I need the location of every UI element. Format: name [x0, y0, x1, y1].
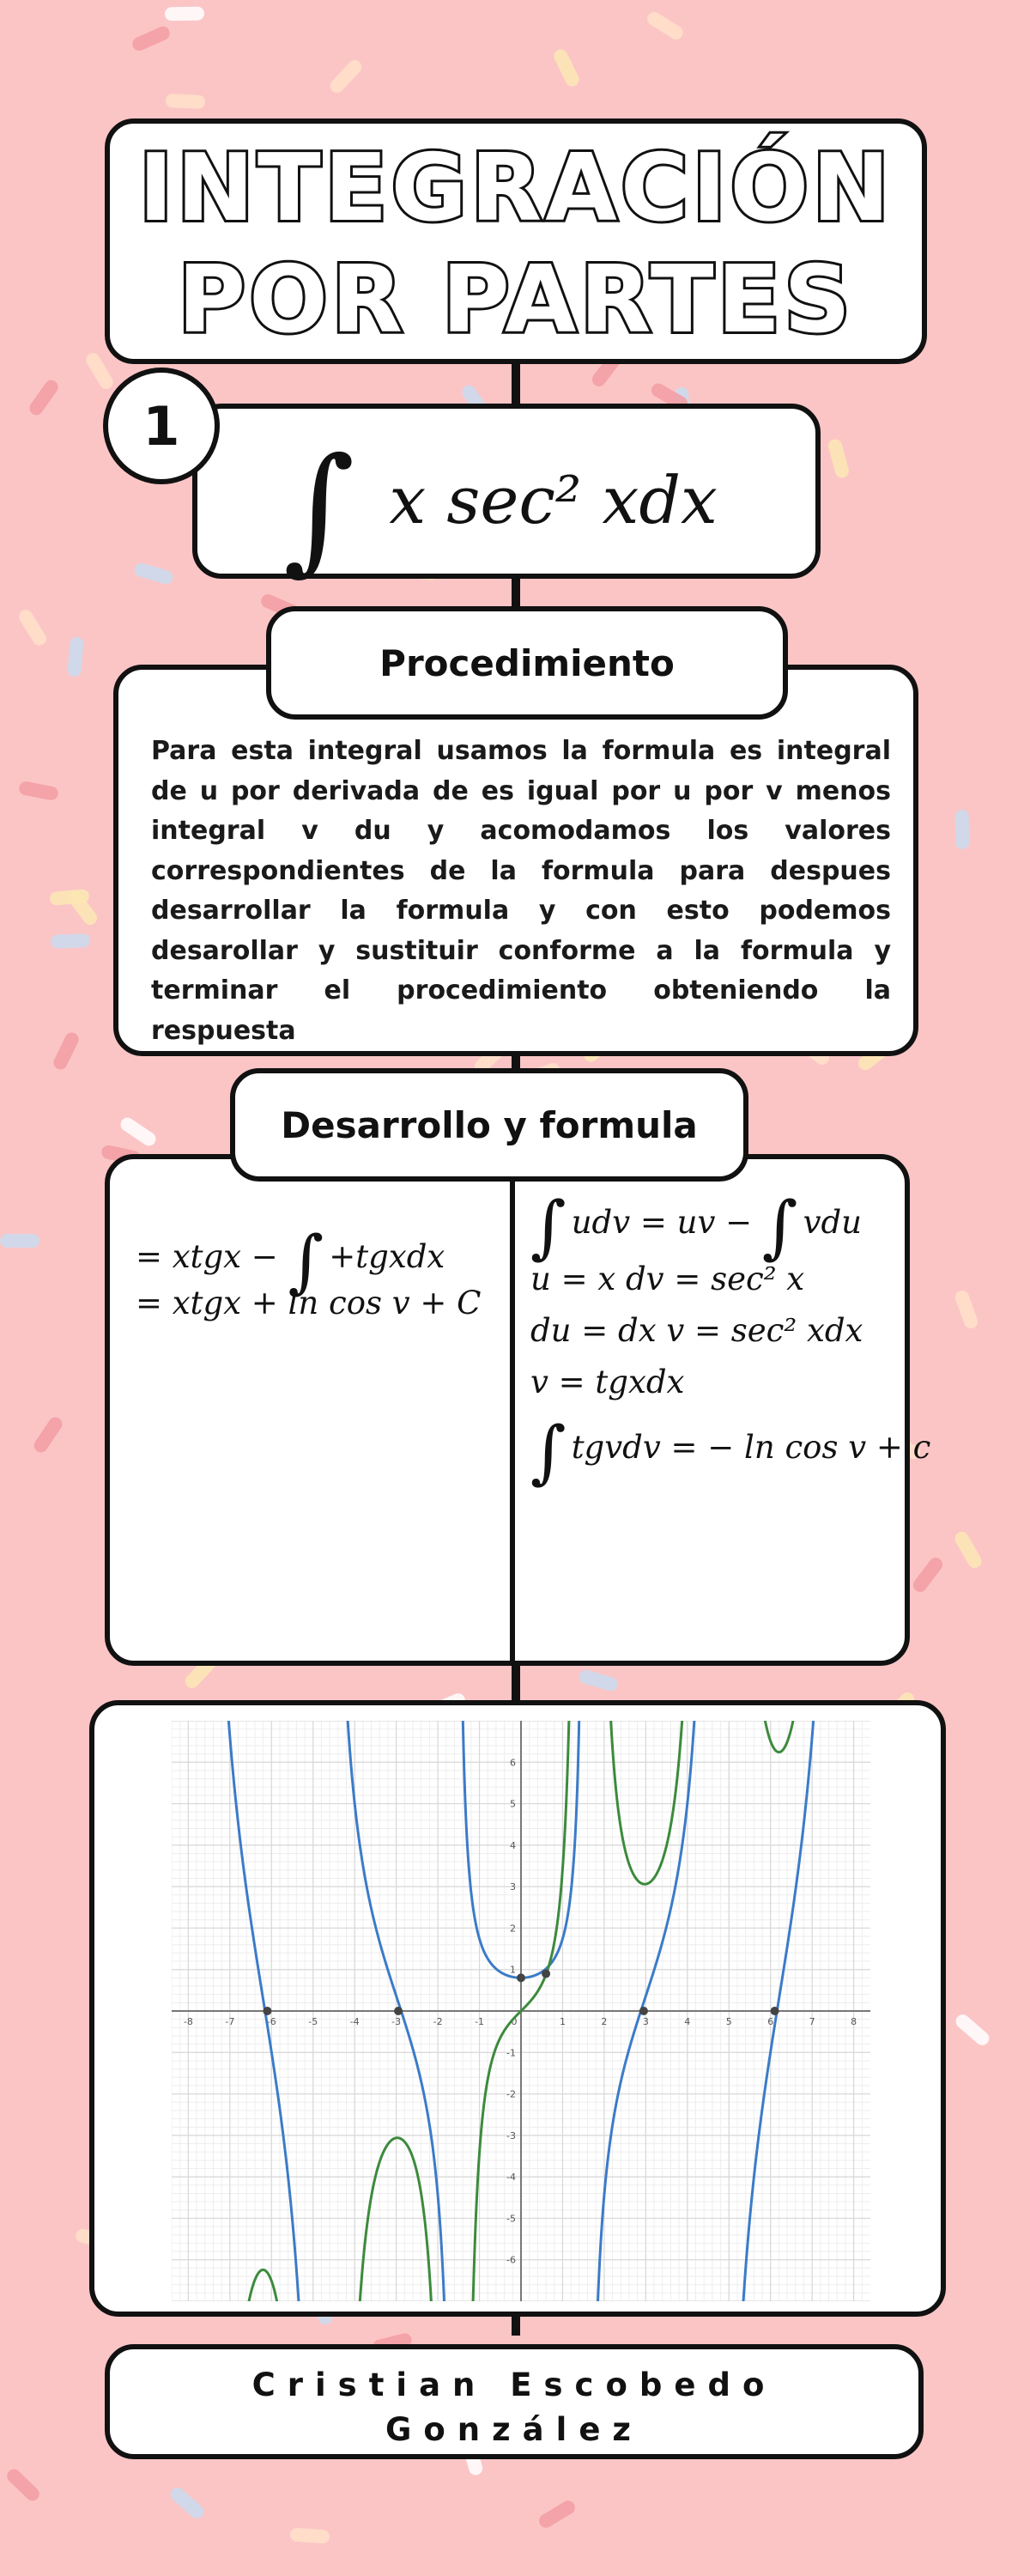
left-equation-1-part-a: = xtgx −	[136, 1238, 288, 1275]
development-box	[105, 1154, 931, 1666]
development-header	[230, 1068, 748, 1182]
procedure-text: Para esta integral usamos la formula es integral de u por derivada de es igual por u por v menos integral v du y acomodamos los valores correspondientes de la formula para despues desarrollar la formula y con esto podemos desarollar y sustituir conforme a la formula y terminar el procedimiento obteniendo la respuesta	[151, 736, 891, 1046]
sprinkle-shape	[118, 1115, 158, 1149]
sprinkle-shape	[167, 2485, 206, 2521]
graph-point	[639, 2007, 648, 2015]
integral-sign-icon: ∫	[283, 428, 355, 588]
sprinkle-shape	[27, 378, 60, 418]
right-equation-4-text: v = tgxdx	[530, 1364, 685, 1400]
sprinkle-shape	[645, 9, 685, 42]
right-equation-3	[530, 1312, 863, 1349]
x-tick-label: 8	[851, 2016, 857, 2027]
right-equation-1	[530, 1187, 862, 1267]
x-tick-label: -3	[391, 2016, 402, 2027]
sprinkle-shape	[953, 2012, 991, 2048]
x-tick-label: -6	[266, 2016, 276, 2027]
author-box	[105, 2344, 924, 2459]
x-tick-label: 6	[767, 2016, 774, 2027]
title-box	[105, 118, 927, 364]
y-tick-label: -3	[506, 2129, 516, 2142]
sprinkle-shape	[165, 7, 204, 21]
integral-box	[192, 404, 821, 588]
sprinkle-shape	[83, 350, 115, 392]
sprinkle-shape	[954, 1289, 980, 1331]
sprinkle-shape	[4, 2466, 42, 2503]
graph-point	[771, 2007, 779, 2015]
x-tick-label: 0	[511, 2016, 518, 2027]
sprinkle-shape	[289, 2527, 330, 2543]
procedure-header	[266, 606, 788, 720]
y-tick-label: 3	[510, 1881, 516, 1893]
graph-point	[542, 1970, 550, 1978]
y-tick-label: 6	[510, 1757, 516, 1769]
x-tick-label: -7	[225, 2016, 235, 2027]
sprinkle-shape	[166, 94, 206, 109]
sprinkle-shape	[52, 1030, 82, 1072]
sprinkle-shape	[955, 810, 970, 849]
title-line-2: POR PARTES	[177, 246, 855, 354]
sprinkle-shape	[911, 1555, 945, 1595]
x-tick-label: 5	[725, 2016, 732, 2027]
sprinkle-shape	[536, 2498, 578, 2530]
left-equation-1-part-b: +tgxdx	[329, 1238, 445, 1275]
sprinkle-shape	[18, 781, 59, 801]
x-tick-label: 7	[809, 2016, 815, 2027]
right-equation-4	[530, 1364, 684, 1400]
y-tick-label: -5	[506, 2213, 516, 2225]
left-equation-2-part-a: = xtgx +	[136, 1285, 288, 1321]
step-number-badge: 1	[103, 368, 220, 484]
integral-expression	[283, 428, 718, 588]
sprinkle-shape	[130, 24, 173, 52]
right-equation-3-text: du = dx v = sec² xdx	[530, 1312, 863, 1349]
graph-point	[394, 2007, 403, 2015]
x-tick-label: -8	[183, 2016, 193, 2027]
integral-sign-icon: ∫	[288, 1221, 324, 1301]
sprinkle-shape	[32, 1414, 65, 1455]
x-tick-label: 2	[601, 2016, 608, 2027]
sprinkle-shape	[327, 58, 364, 96]
x-tick-label: 1	[559, 2016, 566, 2027]
author-name-line-2: González	[385, 2411, 643, 2448]
development-header-label: Desarrollo y formula	[281, 1103, 698, 1146]
graph-box	[89, 1700, 946, 2317]
integral-sign-icon: ∫	[761, 1187, 798, 1267]
procedure-header-label: Procedimiento	[379, 641, 675, 684]
x-tick-label: -4	[349, 2016, 360, 2027]
left-equation-2-part-b: ln cos v + C	[288, 1285, 482, 1321]
right-equation-1-text: udv = uv −	[571, 1204, 762, 1241]
graph-point	[263, 2007, 271, 2015]
integral-expression-text: x sec² xdx	[389, 462, 718, 538]
y-tick-label: 4	[510, 1839, 516, 1851]
function-graph	[172, 1721, 870, 2301]
sprinkle-shape	[578, 1668, 620, 1692]
sprinkle-shape	[133, 562, 175, 586]
sprinkle-shape	[552, 47, 582, 88]
x-tick-label: -1	[475, 2016, 485, 2027]
sprinkle-shape	[953, 1529, 985, 1571]
title-line-1: INTEGRACIÓN	[138, 135, 894, 242]
right-equation-2	[530, 1261, 804, 1297]
y-tick-label: 1	[510, 1964, 516, 1976]
author-name-line-1: Cristian Escobedo	[251, 2366, 777, 2403]
y-tick-label: 5	[510, 1798, 516, 1810]
integral-sign-icon: ∫	[530, 1412, 566, 1492]
y-tick-label: -4	[506, 2172, 516, 2184]
integral-sign-icon: ∫	[530, 1187, 566, 1267]
y-tick-label: 2	[510, 1923, 516, 1935]
sprinkle-shape	[827, 438, 850, 480]
x-tick-label: -2	[433, 2016, 443, 2027]
sprinkle-shape	[51, 933, 91, 949]
x-tick-label: -5	[308, 2016, 318, 2027]
right-equation-2-text: u = x dv = sec² x	[530, 1261, 805, 1297]
y-tick-label: -2	[506, 2088, 516, 2100]
graph-point	[517, 1973, 525, 1982]
sprinkle-shape	[0, 1234, 39, 1248]
y-tick-label: -6	[506, 2254, 516, 2266]
right-equation-1-text-2: vdu	[803, 1204, 862, 1241]
right-equation-5-text: tgvdv = − ln cos v + c	[571, 1429, 931, 1466]
x-tick-label: 3	[642, 2016, 649, 2027]
left-equation-2	[136, 1285, 482, 1321]
sprinkle-shape	[67, 636, 84, 677]
development-divider	[510, 1159, 515, 1661]
right-equation-5	[530, 1412, 930, 1492]
procedure-box	[113, 665, 918, 1056]
x-tick-label: 4	[684, 2016, 691, 2027]
y-tick-label: -1	[506, 2047, 516, 2059]
sprinkle-shape	[16, 607, 49, 647]
